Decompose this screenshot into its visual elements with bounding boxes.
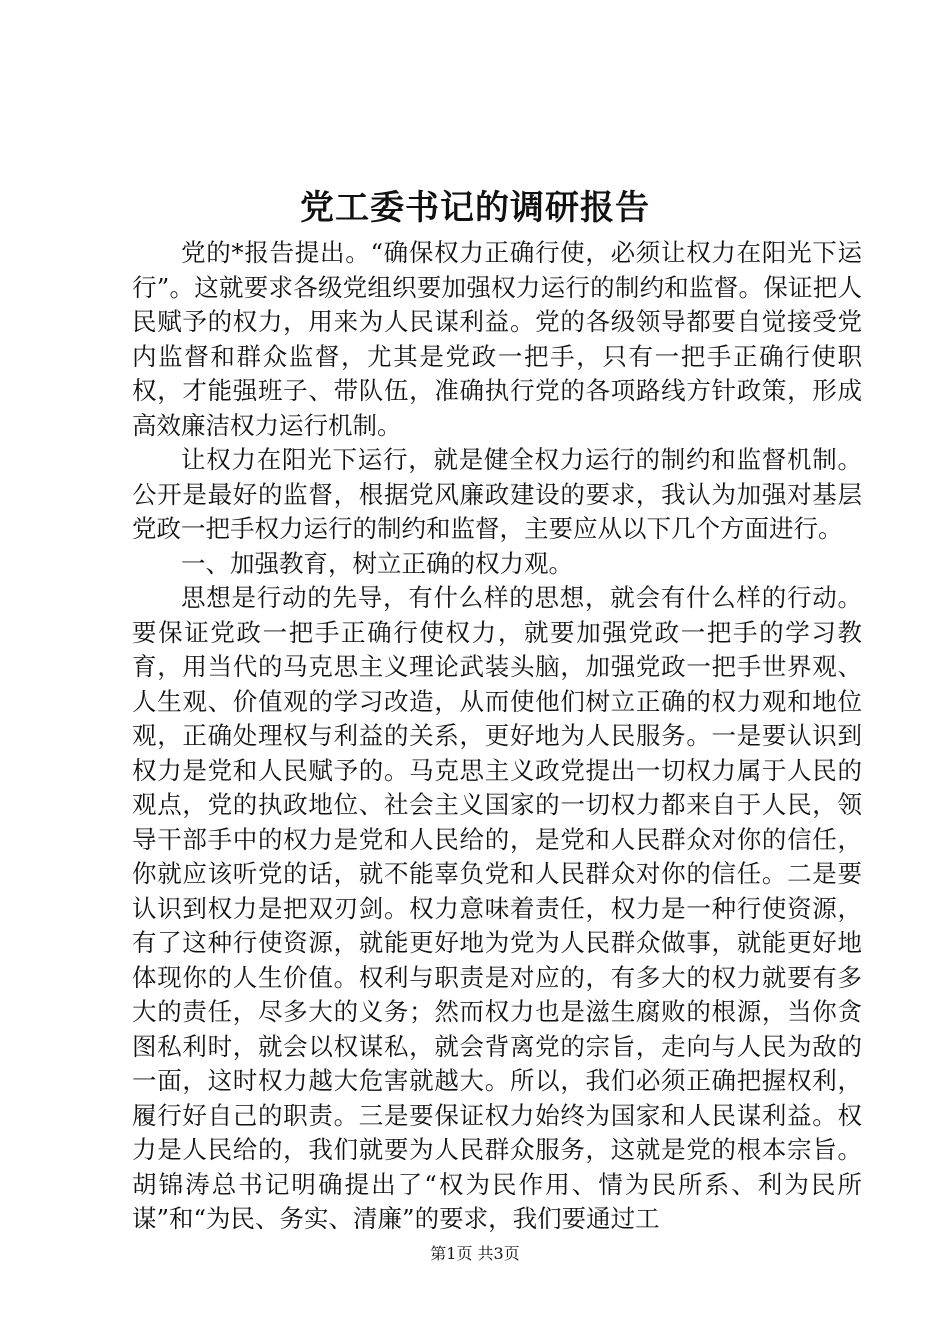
paragraph-education: 思想是行动的先导，有什么样的思想，就会有什么样的行动。要保证党政一把手正确行使权力，就要加强党政一把手的学习教育，用当代的马克思主义理论武装头脑，加强党政一把手世界观、人生观、价值观的学习改造，从而使他们树立正确的权力观和地位观，正确处理权与利益的关系，更好地为人民服务。一是要认识到权力是党和人民赋予的。马克思主义政党提出一切权力属于人民的观点，党的执政地位、社会主义国家的一切权力都来自于人民，领导干部手中的权力是党和人民给的，是党和人民群众对你的信任，你就应该听党的话，就不能辜负党和人民群众对你的信任。二是要认识到权力是把双刃剑。权力意味着责任，权力是一种行使资源，有了这种行使资源，就能更好地为党为人民群众做事，就能更好地体现你的人生价值。权利与职责是对应的，有多大的权力就要有多大的责任，尽多大的义务；然而权力也是滋生腐败的根源，当你贪图私利时，就会以权谋私，就会背离党的宗旨，走向与人民为敌的一面，这时权力越大危害就越大。所以，我们必须正确把握权利，履行好自己的职责。三是要保证权力始终为国家和人民谋利益。权力是人民给的，我们就要为人民群众服务，这就是党的根本宗旨。胡锦涛总书记明确提出了“权为民作用、情为民所系、利为民所谋”和“为民、务实、清廉”的要求，我们要通过工: [132, 583, 862, 1233]
document-title: 党工委书记的调研报告: [300, 188, 650, 228]
paragraph-intro: 党的*报告提出。“确保权力正确行使，必须让权力在阳光下运行”。这就要求各级党组织要加强权力运行的制约和监督。保证把人民赋予的权力，用来为人民谋利益。党的各级领导都要自觉接受党内监督和群众监督，尤其是党政一把手，只有一把手正确行使职权，才能强班子、带队伍，准确执行党的各项路线方针政策，形成高效廉洁权力运行机制。: [132, 238, 862, 440]
section-heading-education: 一、加强教育，树立正确的权力观。: [181, 548, 573, 578]
document-body: [132, 236, 862, 1237]
paragraph-supervision: 让权力在阳光下运行，就是健全权力运行的制约和监督机制。公开是最好的监督，根据党风廉政建设的要求，我认为加强对基层党政一把手权力运行的制约和监督，主要应从以下几个方面进行。: [132, 445, 862, 543]
page-footer: 第1页 共3页: [430, 1244, 520, 1263]
